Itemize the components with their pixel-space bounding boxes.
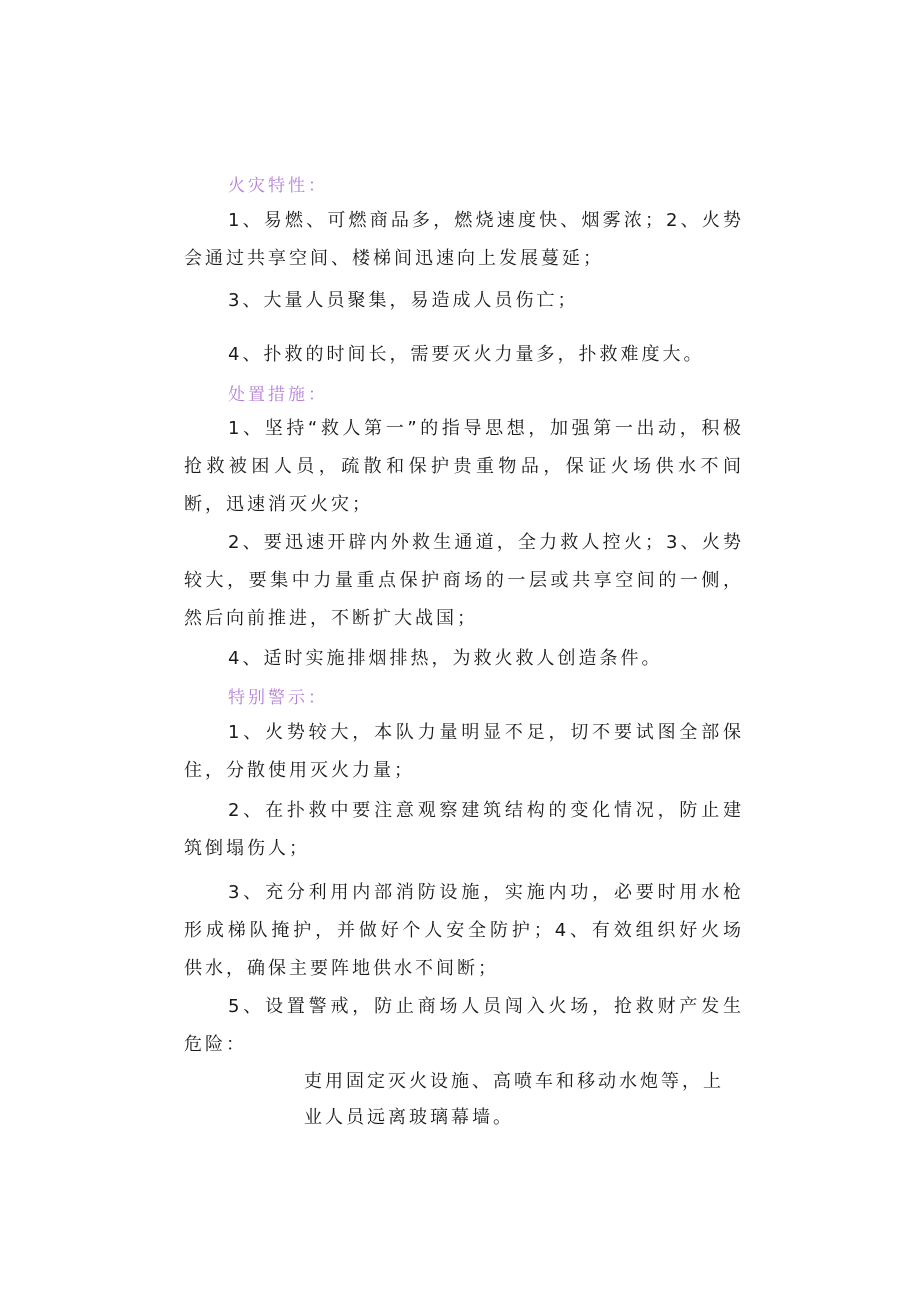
characteristic-item-2: 3、大量人员聚集，易造成人员伤亡； bbox=[228, 290, 579, 311]
measure-item-1: 1、坚持“救人第一”的指导思想，加强第一出动，积极抢救被困人员，疏散和保护贵重物品，保证火场供水不间断，迅速消灭火灾； bbox=[184, 418, 744, 515]
characteristic-item-1: 1、易燃、可燃商品多，燃烧速度快、烟雾浓；2、火势会通过共享空间、楼梯间迅速向上发展蔓延； bbox=[184, 210, 744, 269]
section-heading-fire-characteristics: 火灾特性： bbox=[228, 176, 328, 196]
section-heading-disposal-measures: 处置措施： bbox=[228, 385, 328, 405]
warning-item-4: 5、设置警戒，防止商场人员闯入火场，抢救财产发生危险： bbox=[184, 996, 744, 1055]
warning-item-3: 3、充分利用内部消防设施，实施内功，必要时用水枪形成梯队掩护，并做好个人安全防护；4、有效组织好火场供水，确保主要阵地供水不间断； bbox=[184, 882, 744, 979]
measure-item-2: 2、要迅速开辟内外救生通道，全力救人控火；3、火势较大，要集中力量重点保护商场的一层或共享空间的一侧，然后向前推进，不断扩大战国； bbox=[184, 532, 744, 629]
warning-item-1: 1、火势较大，本队力量明显不足，切不要试图全部保住，分散使用灭火力量； bbox=[184, 722, 744, 781]
measure-item-3: 4、适时实施排烟排热，为救火救人创造条件。 bbox=[228, 648, 663, 669]
warning-item-2: 2、在扑救中要注意观察建筑结构的变化情况，防止建筑倒塌伤人； bbox=[184, 800, 744, 859]
section-heading-special-warnings: 特别警示： bbox=[228, 688, 328, 708]
footnote-line-2: 业人员远离玻璃幕墙。 bbox=[304, 1107, 514, 1128]
characteristic-item-3: 4、扑救的时间长，需要灭火力量多，扑救难度大。 bbox=[228, 344, 705, 365]
footnote-line-1: 吏用固定灭火设施、高喷车和移动水炮等，上 bbox=[304, 1071, 724, 1092]
